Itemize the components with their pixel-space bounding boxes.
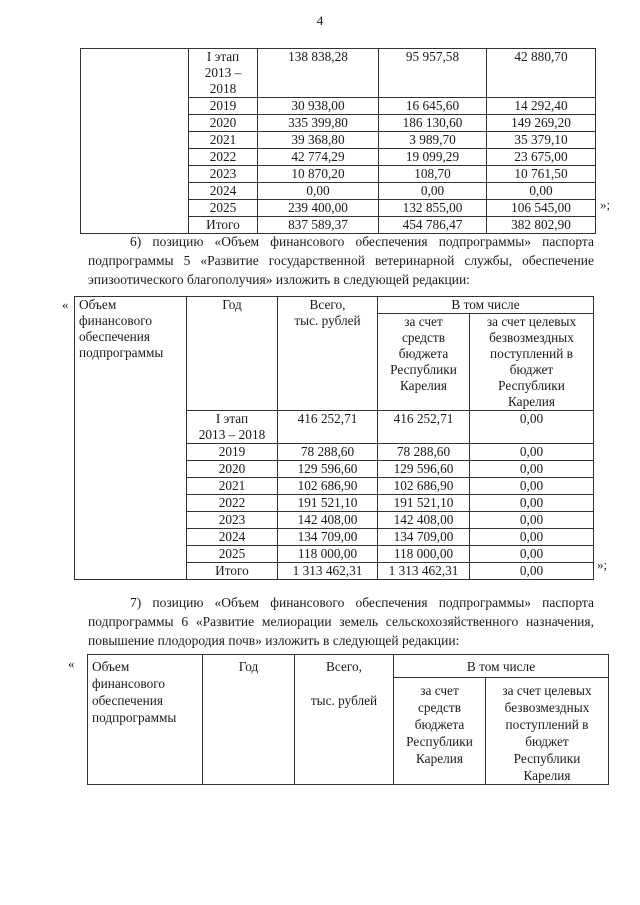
year-cell [189,132,258,149]
cell-line: Республики [406,734,473,749]
cell-line: 2025 [209,200,237,215]
cell-line: тыс. рублей [310,693,378,708]
header-total [295,655,394,785]
header-budget-source [394,678,486,785]
year-cell [189,115,258,132]
grants-cell: 0,00 [470,478,594,495]
budget-cell: 16 645,60 [379,98,487,115]
cell-line: 2021 [218,478,246,493]
cell-line: бюджета [398,346,449,361]
grants-cell: 10 761,50 [487,166,596,183]
grants-cell: 106 545,00 [487,200,596,217]
budget-cell: 19 099,29 [379,149,487,166]
total-cell: 0,00 [258,183,379,200]
budget-cell: 129 596,60 [378,461,470,478]
paragraph-line: подпрограммы 5 «Развитие государственной ветеринарной службы, обеспечение [88,253,594,268]
year-cell [187,529,278,546]
total-cell: 129 596,60 [278,461,378,478]
paragraph-line: 6) позицию «Объем финансового обеспечения подпрограммы» паспорта [130,234,594,249]
year-cell [189,183,258,200]
total-cell: 138 838,28 [258,49,379,98]
opening-quote: « [62,297,69,312]
header-including: В том числе [394,655,609,678]
budget-cell: 1 313 462,31 [378,563,470,580]
cell-line: Объем [92,659,130,674]
total-cell: 1 313 462,31 [278,563,378,580]
year-cell [189,98,258,115]
table-row [81,49,596,98]
header-volume-label [88,655,203,785]
year-cell [187,495,278,512]
budget-cell: 118 000,00 [378,546,470,563]
cell-line: Карелия [399,378,447,393]
cell-line: Республики [390,362,457,377]
grants-cell: 42 880,70 [487,49,596,98]
grants-cell: 0,00 [487,183,596,200]
total-cell: 78 288,60 [278,444,378,461]
cell-line: 2024 [209,183,237,198]
cell-line: подпрограммы [92,710,177,725]
cell-line: Итого [215,563,249,578]
budget-cell: 142 408,00 [378,512,470,529]
cell-line: 2020 [209,115,237,130]
budget-cell: 108,70 [379,166,487,183]
cell-line: безвозмездных [489,330,574,345]
closing-quote: »; [600,197,611,212]
total-cell: 39 368,80 [258,132,379,149]
empty-label-cell [81,49,189,234]
total-cell: 239 400,00 [258,200,379,217]
cell-line: подпрограммы [79,345,164,360]
cell-line: обеспечения [92,693,163,708]
cell-line: Республики [498,378,565,393]
cell-line: 2023 [218,512,246,527]
budget-cell: 416 252,71 [378,411,470,444]
year-cell [187,411,278,444]
budget-cell: 102 686,90 [378,478,470,495]
opening-quote: « [68,656,75,671]
header-year: Год [187,297,278,411]
header-year: Год [203,655,295,785]
grants-cell: 382 802,90 [487,217,596,234]
cell-line: 2023 [209,166,237,181]
year-cell [189,200,258,217]
funding-table-subprogram-5 [74,296,594,580]
year-cell [189,166,258,183]
budget-cell: 3 989,70 [379,132,487,149]
cell-line: Итого [206,217,240,232]
cell-line: I этап [215,411,249,426]
cell-line: средств [417,700,462,715]
cell-line: Всего, [326,659,362,674]
paragraph-item-7 [88,593,594,650]
total-cell: 30 938,00 [258,98,379,115]
cell-line: тыс. рублей [294,313,361,328]
total-cell: 837 589,37 [258,217,379,234]
grants-cell: 0,00 [470,444,594,461]
cell-line: бюджет [525,734,569,749]
cell-line: поступлений в [490,346,573,361]
cell-line: Всего, [309,297,346,312]
paragraph-line: 7) позицию «Объем финансового обеспечения подпрограммы» паспорта [130,595,594,610]
cell-line: за счет [404,314,443,329]
paragraph-item-6 [88,232,594,289]
grants-cell: 23 675,00 [487,149,596,166]
budget-cell: 78 288,60 [378,444,470,461]
grants-cell: 0,00 [470,411,594,444]
cell-line: поступлений в [505,717,589,732]
grants-cell: 149 269,20 [487,115,596,132]
cell-line: 2022 [218,495,246,510]
year-cell [189,49,258,98]
cell-line: 2019 [218,444,246,459]
budget-cell: 0,00 [379,183,487,200]
cell-line: бюджет [509,362,554,377]
total-cell: 42 774,29 [258,149,379,166]
year-cell [187,461,278,478]
grants-cell: 14 292,40 [487,98,596,115]
cell-line: 2019 [209,98,237,113]
year-cell [189,217,258,234]
grants-cell: 0,00 [470,563,594,580]
cell-line: 2020 [218,461,246,476]
total-cell: 134 709,00 [278,529,378,546]
budget-cell: 454 786,47 [379,217,487,234]
paragraph-line: повышение плодородия почв» изложить в следующей редакции: [88,633,460,648]
year-cell [189,149,258,166]
paragraph-line: эпизоотического благополучия» изложить в следующей редакции: [88,272,470,287]
year-cell [187,512,278,529]
total-cell: 102 686,90 [278,478,378,495]
year-cell [187,563,278,580]
closing-quote: »; [597,557,608,572]
page-number: 4 [316,13,324,28]
cell-line: финансового [92,676,166,691]
budget-cell: 132 855,00 [379,200,487,217]
cell-line: I этап [206,49,240,64]
cell-line: Карелия [507,394,555,409]
cell-line: Карелия [523,768,571,783]
cell-line [299,675,389,692]
cell-line: 2013 – 2018 [204,65,242,96]
total-cell: 10 870,20 [258,166,379,183]
funding-table-continuation [80,48,596,234]
cell-line: за счет целевых [502,683,592,698]
total-cell: 416 252,71 [278,411,378,444]
cell-line: 2021 [209,132,237,147]
grants-cell: 0,00 [470,546,594,563]
cell-line: 2025 [218,546,246,561]
cell-line: бюджета [414,717,465,732]
header-volume-label [75,297,187,580]
cell-line: за счет [420,683,459,698]
budget-cell: 191 521,10 [378,495,470,512]
year-cell [187,478,278,495]
cell-line: 2013 – 2018 [198,427,266,442]
header-including: В том числе [378,297,594,314]
budget-cell: 95 957,58 [379,49,487,98]
funding-table-subprogram-6 [87,654,609,785]
cell-line: 2024 [218,529,246,544]
grants-cell: 0,00 [470,512,594,529]
budget-cell: 134 709,00 [378,529,470,546]
total-cell: 118 000,00 [278,546,378,563]
total-cell: 142 408,00 [278,512,378,529]
cell-line: финансового [79,313,153,328]
paragraph-line: подпрограммы 6 «Развитие мелиорации земель сельскохозяйственного назначения, [88,614,594,629]
cell-line: Карелия [415,751,463,766]
cell-line: обеспечения [79,329,150,344]
grants-cell: 0,00 [470,529,594,546]
total-cell: 191 521,10 [278,495,378,512]
header-budget-source [378,314,470,411]
header-total [278,297,378,411]
cell-line: Республики [513,751,581,766]
cell-line: за счет целевых [486,314,577,329]
cell-line: Объем [79,297,117,312]
cell-line: 2022 [209,149,237,164]
grants-cell: 0,00 [470,495,594,512]
total-cell: 335 399,80 [258,115,379,132]
header-grants-source [470,314,594,411]
budget-cell: 186 130,60 [379,115,487,132]
cell-line: безвозмездных [504,700,590,715]
year-cell [187,444,278,461]
grants-cell: 35 379,10 [487,132,596,149]
header-grants-source [486,678,609,785]
cell-line: средств [401,330,446,345]
year-cell [187,546,278,563]
grants-cell: 0,00 [470,461,594,478]
